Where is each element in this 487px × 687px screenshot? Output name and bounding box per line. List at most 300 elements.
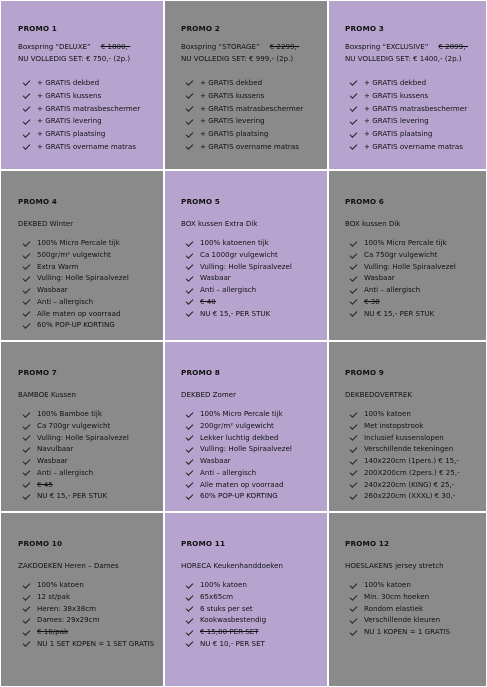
feature-text: NU € 15,- PER STUK bbox=[364, 308, 435, 318]
feature-item bbox=[186, 615, 266, 627]
check-mark-icon bbox=[350, 251, 358, 259]
feature-item bbox=[186, 456, 292, 468]
feature-item bbox=[23, 128, 140, 141]
feature-item bbox=[23, 103, 140, 116]
feature-text: Wasbaar bbox=[37, 456, 68, 466]
feature-text: 100% Micro Percale tijk bbox=[37, 238, 120, 248]
promo-card-12 bbox=[329, 513, 486, 686]
product-name: DEKBED Winter bbox=[18, 219, 74, 228]
feature-list bbox=[350, 238, 456, 320]
promo-card-5 bbox=[165, 171, 327, 340]
feature-text: NU 1 SET KOPEN = 1 SET GRATIS bbox=[37, 638, 155, 648]
check-mark-icon bbox=[350, 274, 358, 282]
feature-text: 100% Bamboe tijk bbox=[37, 409, 102, 419]
check-mark-icon bbox=[23, 492, 31, 500]
promo-card-7 bbox=[1, 342, 163, 511]
check-mark-icon bbox=[350, 297, 358, 305]
feature-text: + GRATIS dekbed bbox=[364, 77, 427, 87]
check-mark-icon bbox=[350, 593, 358, 601]
feature-item bbox=[23, 320, 129, 332]
check-mark-icon bbox=[350, 581, 358, 589]
feature-text: Lekker luchtig dekbed bbox=[200, 432, 279, 442]
check-mark-icon bbox=[23, 628, 31, 636]
price-line: NU VOLLEDIG SET: € 1400,- (2p.) bbox=[345, 54, 462, 63]
check-mark-icon bbox=[186, 286, 194, 294]
feature-text: Wasbaar bbox=[200, 456, 231, 466]
check-mark-icon bbox=[23, 262, 31, 270]
feature-list bbox=[23, 409, 129, 503]
product-name: ZAKDOEKEN Heren – Dames bbox=[18, 561, 119, 570]
promo-title: PROMO 9 bbox=[345, 368, 384, 377]
promo-subtitle bbox=[345, 220, 400, 229]
check-mark-icon bbox=[350, 286, 358, 294]
check-mark-icon bbox=[186, 410, 194, 418]
feature-text: 100% katoen bbox=[200, 580, 247, 590]
feature-text: + GRATIS kussens bbox=[200, 90, 265, 100]
feature-item bbox=[350, 444, 460, 456]
feature-item bbox=[186, 603, 266, 615]
feature-item bbox=[23, 432, 129, 444]
promo-subtitle bbox=[18, 562, 119, 571]
check-mark-icon bbox=[23, 639, 31, 647]
feature-item bbox=[186, 467, 292, 479]
feature-text: 500gr/m² vulgewicht bbox=[37, 250, 111, 260]
feature-text: NU € 15,- PER STUK bbox=[200, 308, 271, 318]
feature-item bbox=[186, 421, 292, 433]
feature-item bbox=[350, 308, 456, 320]
check-mark-icon bbox=[23, 468, 31, 476]
feature-item bbox=[350, 238, 456, 250]
feature-text: Kookwasbestendig bbox=[200, 615, 267, 625]
check-mark-icon bbox=[350, 457, 358, 465]
feature-text: Rondom elastiek bbox=[364, 603, 424, 613]
check-mark-icon bbox=[350, 604, 358, 612]
feature-text: 100% katoen bbox=[364, 580, 411, 590]
feature-item bbox=[350, 491, 460, 503]
promo-subtitle bbox=[18, 43, 130, 52]
product-name: HOESLAKENS jersey stretch bbox=[345, 561, 444, 570]
check-mark-icon bbox=[23, 410, 31, 418]
check-mark-icon bbox=[186, 492, 194, 500]
feature-item bbox=[350, 296, 456, 308]
feature-text: + GRATIS plaatsing bbox=[200, 129, 269, 139]
feature-item bbox=[350, 592, 450, 604]
feature-item bbox=[350, 580, 450, 592]
feature-item bbox=[23, 115, 140, 128]
promo-subtitle bbox=[181, 562, 283, 571]
promo-subtitle bbox=[181, 43, 299, 52]
check-mark-icon bbox=[23, 251, 31, 259]
feature-item bbox=[23, 261, 129, 273]
feature-text: Ca 1000gr vulgewicht bbox=[200, 250, 278, 260]
feature-item bbox=[350, 456, 460, 468]
feature-item bbox=[186, 141, 303, 154]
feature-item bbox=[23, 421, 129, 433]
promo-title: PROMO 10 bbox=[18, 539, 63, 548]
check-mark-icon bbox=[350, 616, 358, 624]
feature-text: 100% katoen bbox=[37, 580, 84, 590]
feature-text: + GRATIS levering bbox=[37, 116, 102, 126]
price-line: NU VOLLEDIG SET: € 750,- (2p.) bbox=[18, 54, 131, 63]
feature-text: Min. 30cm hoeken bbox=[364, 592, 430, 602]
feature-item bbox=[23, 479, 129, 491]
check-mark-icon bbox=[23, 457, 31, 465]
feature-item bbox=[23, 444, 129, 456]
check-mark-icon bbox=[350, 91, 358, 99]
check-mark-icon bbox=[186, 251, 194, 259]
promo-subtitle bbox=[18, 391, 76, 400]
feature-item bbox=[350, 467, 460, 479]
check-mark-icon bbox=[350, 142, 358, 150]
feature-item bbox=[186, 115, 303, 128]
check-mark-icon bbox=[23, 142, 31, 150]
promo-card-9 bbox=[329, 342, 486, 511]
promo-card-8 bbox=[165, 342, 327, 511]
feature-item bbox=[23, 456, 129, 468]
feature-item bbox=[23, 615, 154, 627]
old-price: € 40 bbox=[200, 296, 216, 306]
feature-item bbox=[23, 308, 129, 320]
check-mark-icon bbox=[186, 468, 194, 476]
check-mark-icon bbox=[23, 309, 31, 317]
promo-card-1 bbox=[1, 1, 163, 169]
feature-item bbox=[23, 409, 129, 421]
promo-subtitle bbox=[345, 391, 412, 400]
check-mark-icon bbox=[23, 297, 31, 305]
feature-list bbox=[186, 77, 303, 154]
feature-item bbox=[23, 467, 129, 479]
check-mark-icon bbox=[350, 433, 358, 441]
feature-list bbox=[186, 238, 292, 320]
product-name: BAMBOE Kussen bbox=[18, 390, 76, 399]
feature-list bbox=[23, 238, 129, 332]
check-mark-icon bbox=[186, 104, 194, 112]
feature-item bbox=[350, 77, 467, 90]
check-mark-icon bbox=[186, 142, 194, 150]
feature-item bbox=[23, 603, 154, 615]
product-name: BOX kussen Dik bbox=[345, 219, 401, 228]
product-name: DEKBED Zomer bbox=[181, 390, 237, 399]
feature-item bbox=[186, 308, 292, 320]
feature-item bbox=[186, 432, 292, 444]
check-mark-icon bbox=[350, 422, 358, 430]
feature-item bbox=[23, 296, 129, 308]
feature-text: 100% Micro Percale tijk bbox=[364, 238, 447, 248]
check-mark-icon bbox=[350, 492, 358, 500]
check-mark-icon bbox=[186, 593, 194, 601]
feature-text: + GRATIS plaatsing bbox=[37, 129, 106, 139]
feature-text: Extra Warm bbox=[37, 261, 79, 271]
feature-item bbox=[23, 77, 140, 90]
check-mark-icon bbox=[23, 286, 31, 294]
product-name: BOX kussen Extra Dik bbox=[181, 219, 258, 228]
feature-text: + GRATIS matrasbeschermer bbox=[200, 103, 304, 113]
feature-text: Anti – allergisch bbox=[200, 285, 257, 295]
feature-item bbox=[350, 285, 456, 297]
check-mark-icon bbox=[350, 117, 358, 125]
feature-item bbox=[23, 285, 129, 297]
check-mark-icon bbox=[23, 422, 31, 430]
check-mark-icon bbox=[23, 433, 31, 441]
feature-text: + GRATIS overname matras bbox=[364, 141, 463, 151]
check-mark-icon bbox=[350, 445, 358, 453]
feature-item bbox=[23, 238, 129, 250]
feature-item bbox=[350, 479, 460, 491]
promo-title: PROMO 8 bbox=[181, 368, 220, 377]
feature-list bbox=[350, 580, 450, 638]
promo-title: PROMO 12 bbox=[345, 539, 390, 548]
check-mark-icon bbox=[350, 130, 358, 138]
feature-text: Heren: 38x38cm bbox=[37, 603, 97, 613]
feature-text: 65x65cm bbox=[200, 592, 234, 602]
old-price: € 10/pak bbox=[37, 627, 69, 637]
check-mark-icon bbox=[186, 445, 194, 453]
feature-text: + GRATIS overname matras bbox=[200, 141, 299, 151]
feature-item bbox=[23, 592, 154, 604]
promo-subtitle bbox=[345, 43, 468, 52]
feature-text: 100% katoen bbox=[364, 409, 411, 419]
old-price: € 15,00 PER SET bbox=[200, 627, 259, 637]
check-mark-icon bbox=[186, 480, 194, 488]
check-mark-icon bbox=[23, 274, 31, 282]
feature-text: 12 st/pak bbox=[37, 592, 71, 602]
feature-item bbox=[350, 627, 450, 639]
feature-text: Alle maten op voorraad bbox=[200, 479, 284, 489]
promo-title: PROMO 7 bbox=[18, 368, 57, 377]
feature-item bbox=[350, 250, 456, 262]
product-name: DEKBEDOVERTREK bbox=[345, 390, 413, 399]
feature-text: + GRATIS kussens bbox=[364, 90, 429, 100]
check-mark-icon bbox=[23, 321, 31, 329]
feature-item bbox=[186, 638, 266, 650]
feature-item bbox=[350, 115, 467, 128]
feature-text: NU € 15,- PER STUK bbox=[37, 491, 108, 501]
check-mark-icon bbox=[350, 262, 358, 270]
check-mark-icon bbox=[350, 410, 358, 418]
promo-card-3 bbox=[329, 1, 486, 169]
feature-item bbox=[350, 603, 450, 615]
check-mark-icon bbox=[23, 79, 31, 87]
check-mark-icon bbox=[23, 480, 31, 488]
feature-text: + GRATIS matrasbeschermer bbox=[364, 103, 468, 113]
check-mark-icon bbox=[186, 117, 194, 125]
promo-subtitle bbox=[181, 391, 236, 400]
feature-item bbox=[23, 627, 154, 639]
feature-item bbox=[23, 90, 140, 103]
feature-item bbox=[186, 444, 292, 456]
feature-item bbox=[186, 296, 292, 308]
check-mark-icon bbox=[186, 604, 194, 612]
feature-item bbox=[350, 103, 467, 116]
feature-text: 140x220cm (1pers.) € 15,- bbox=[364, 456, 459, 466]
feature-item bbox=[350, 261, 456, 273]
promo-card-6 bbox=[329, 171, 486, 340]
feature-item bbox=[350, 615, 450, 627]
feature-item bbox=[350, 273, 456, 285]
check-mark-icon bbox=[186, 130, 194, 138]
feature-text: Navulbaar bbox=[37, 444, 74, 454]
check-mark-icon bbox=[186, 79, 194, 87]
feature-text: Anti – allergisch bbox=[37, 467, 94, 477]
check-mark-icon bbox=[186, 581, 194, 589]
check-mark-icon bbox=[23, 239, 31, 247]
feature-text: Vulling: Holle Spiraalvezel bbox=[364, 261, 456, 271]
promo-title: PROMO 5 bbox=[181, 197, 220, 206]
feature-item bbox=[350, 409, 460, 421]
feature-item bbox=[186, 103, 303, 116]
old-price: € 1800,- bbox=[100, 42, 131, 51]
check-mark-icon bbox=[23, 104, 31, 112]
feature-list bbox=[186, 409, 292, 503]
check-mark-icon bbox=[186, 422, 194, 430]
check-mark-icon bbox=[186, 616, 194, 624]
feature-item bbox=[186, 250, 292, 262]
feature-item bbox=[350, 432, 460, 444]
promo-title: PROMO 2 bbox=[181, 24, 220, 33]
check-mark-icon bbox=[186, 239, 194, 247]
feature-item bbox=[186, 409, 292, 421]
feature-text: Vulling: Holle Spiraalvezel bbox=[37, 432, 129, 442]
feature-text: Verschillende kleuren bbox=[364, 615, 441, 625]
feature-text: Ca 700gr vulgewicht bbox=[37, 421, 111, 431]
promo-card-10 bbox=[1, 513, 163, 686]
feature-text: 60% POP-UP KORTING bbox=[37, 320, 115, 330]
feature-list bbox=[23, 77, 140, 154]
feature-item bbox=[186, 479, 292, 491]
product-name: Boxspring “STORAGE” bbox=[181, 42, 260, 51]
feature-item bbox=[186, 90, 303, 103]
product-name: Boxspring “DELUXE” bbox=[18, 42, 91, 51]
feature-text: Met instopstrook bbox=[364, 421, 424, 431]
promo-title: PROMO 11 bbox=[181, 539, 226, 548]
feature-item bbox=[23, 273, 129, 285]
check-mark-icon bbox=[186, 309, 194, 317]
feature-text: NU € 10,- PER SET bbox=[200, 638, 265, 648]
check-mark-icon bbox=[186, 262, 194, 270]
feature-text: + GRATIS matrasbeschermer bbox=[37, 103, 141, 113]
check-mark-icon bbox=[23, 91, 31, 99]
old-price: € 45 bbox=[37, 479, 53, 489]
feature-text: Anti – allergisch bbox=[200, 467, 257, 477]
old-price: € 2299,- bbox=[269, 42, 300, 51]
check-mark-icon bbox=[186, 639, 194, 647]
promo-card-11 bbox=[165, 513, 327, 686]
feature-list bbox=[23, 580, 154, 650]
feature-item bbox=[186, 273, 292, 285]
feature-list bbox=[350, 77, 467, 154]
product-name: HORECA Keukenhanddoeken bbox=[181, 561, 284, 570]
feature-item bbox=[186, 491, 292, 503]
feature-item bbox=[186, 285, 292, 297]
promo-card-2 bbox=[165, 1, 327, 169]
promo-subtitle bbox=[181, 220, 257, 229]
old-price: € 30 bbox=[364, 296, 380, 306]
feature-item bbox=[186, 77, 303, 90]
feature-item bbox=[186, 238, 292, 250]
feature-item bbox=[23, 250, 129, 262]
check-mark-icon bbox=[186, 433, 194, 441]
check-mark-icon bbox=[23, 117, 31, 125]
feature-text: 260x220cm (XXXL) € 30,- bbox=[364, 491, 456, 501]
feature-text: 200gr/m² vulgewicht bbox=[200, 421, 274, 431]
check-mark-icon bbox=[186, 457, 194, 465]
feature-text: 200X200cm (2pers.) € 25,- bbox=[364, 467, 460, 477]
check-mark-icon bbox=[23, 604, 31, 612]
feature-text: 6 stuks per set bbox=[200, 603, 253, 613]
feature-item bbox=[350, 128, 467, 141]
check-mark-icon bbox=[350, 239, 358, 247]
promo-title: PROMO 1 bbox=[18, 24, 57, 33]
check-mark-icon bbox=[23, 130, 31, 138]
promo-title: PROMO 3 bbox=[345, 24, 384, 33]
check-mark-icon bbox=[23, 616, 31, 624]
feature-text: Wasbaar bbox=[364, 273, 395, 283]
feature-text: 240x220cm (KING) € 25,- bbox=[364, 479, 455, 489]
feature-text: Alle maten op voorraad bbox=[37, 308, 121, 318]
check-mark-icon bbox=[350, 480, 358, 488]
old-price: € 2899,- bbox=[438, 42, 469, 51]
feature-text: Inclusief kussenslopen bbox=[364, 432, 444, 442]
feature-text: Wasbaar bbox=[200, 273, 231, 283]
promo-title: PROMO 6 bbox=[345, 197, 384, 206]
feature-item bbox=[186, 627, 266, 639]
feature-text: + GRATIS plaatsing bbox=[364, 129, 433, 139]
product-name: Boxspring “EXCLUSIVE” bbox=[345, 42, 429, 51]
check-mark-icon bbox=[350, 79, 358, 87]
feature-item bbox=[350, 421, 460, 433]
feature-text: + GRATIS overname matras bbox=[37, 141, 136, 151]
feature-text: Anti – allergisch bbox=[364, 285, 421, 295]
feature-item bbox=[23, 491, 129, 503]
feature-list bbox=[350, 409, 460, 503]
promo-title: PROMO 4 bbox=[18, 197, 57, 206]
feature-item bbox=[186, 592, 266, 604]
feature-text: + GRATIS dekbed bbox=[200, 77, 263, 87]
feature-text: + GRATIS levering bbox=[364, 116, 429, 126]
feature-text: NU 1 KOPEN = 1 GRATIS bbox=[364, 627, 451, 637]
promo-subtitle bbox=[18, 220, 73, 229]
check-mark-icon bbox=[350, 468, 358, 476]
feature-text: Dames: 29x29cm bbox=[37, 615, 100, 625]
feature-list bbox=[186, 580, 266, 650]
check-mark-icon bbox=[186, 628, 194, 636]
check-mark-icon bbox=[23, 581, 31, 589]
feature-text: Vulling: Holle Spiraalvezel bbox=[200, 261, 292, 271]
feature-text: 100% Micro Percale tijk bbox=[200, 409, 283, 419]
feature-item bbox=[350, 90, 467, 103]
feature-text: + GRATIS kussens bbox=[37, 90, 102, 100]
feature-text: Vulling: Holle Spiraalvezel bbox=[200, 444, 292, 454]
check-mark-icon bbox=[23, 593, 31, 601]
feature-text: 100% katoenen tijk bbox=[200, 238, 269, 248]
feature-item bbox=[186, 580, 266, 592]
feature-item bbox=[186, 261, 292, 273]
feature-item bbox=[186, 128, 303, 141]
feature-text: + GRATIS dekbed bbox=[37, 77, 100, 87]
feature-text: Vulling: Holle Spiraalvezel bbox=[37, 273, 129, 283]
feature-item bbox=[23, 580, 154, 592]
feature-text: Wasbaar bbox=[37, 285, 68, 295]
feature-text: Verschillende tekeningen bbox=[364, 444, 454, 454]
price-line: NU VOLLEDIG SET: € 999,- (2p.) bbox=[181, 54, 294, 63]
check-mark-icon bbox=[350, 309, 358, 317]
feature-item bbox=[23, 638, 154, 650]
promo-subtitle bbox=[345, 562, 444, 571]
feature-item bbox=[350, 141, 467, 154]
check-mark-icon bbox=[186, 91, 194, 99]
promo-card-4 bbox=[1, 171, 163, 340]
check-mark-icon bbox=[186, 274, 194, 282]
